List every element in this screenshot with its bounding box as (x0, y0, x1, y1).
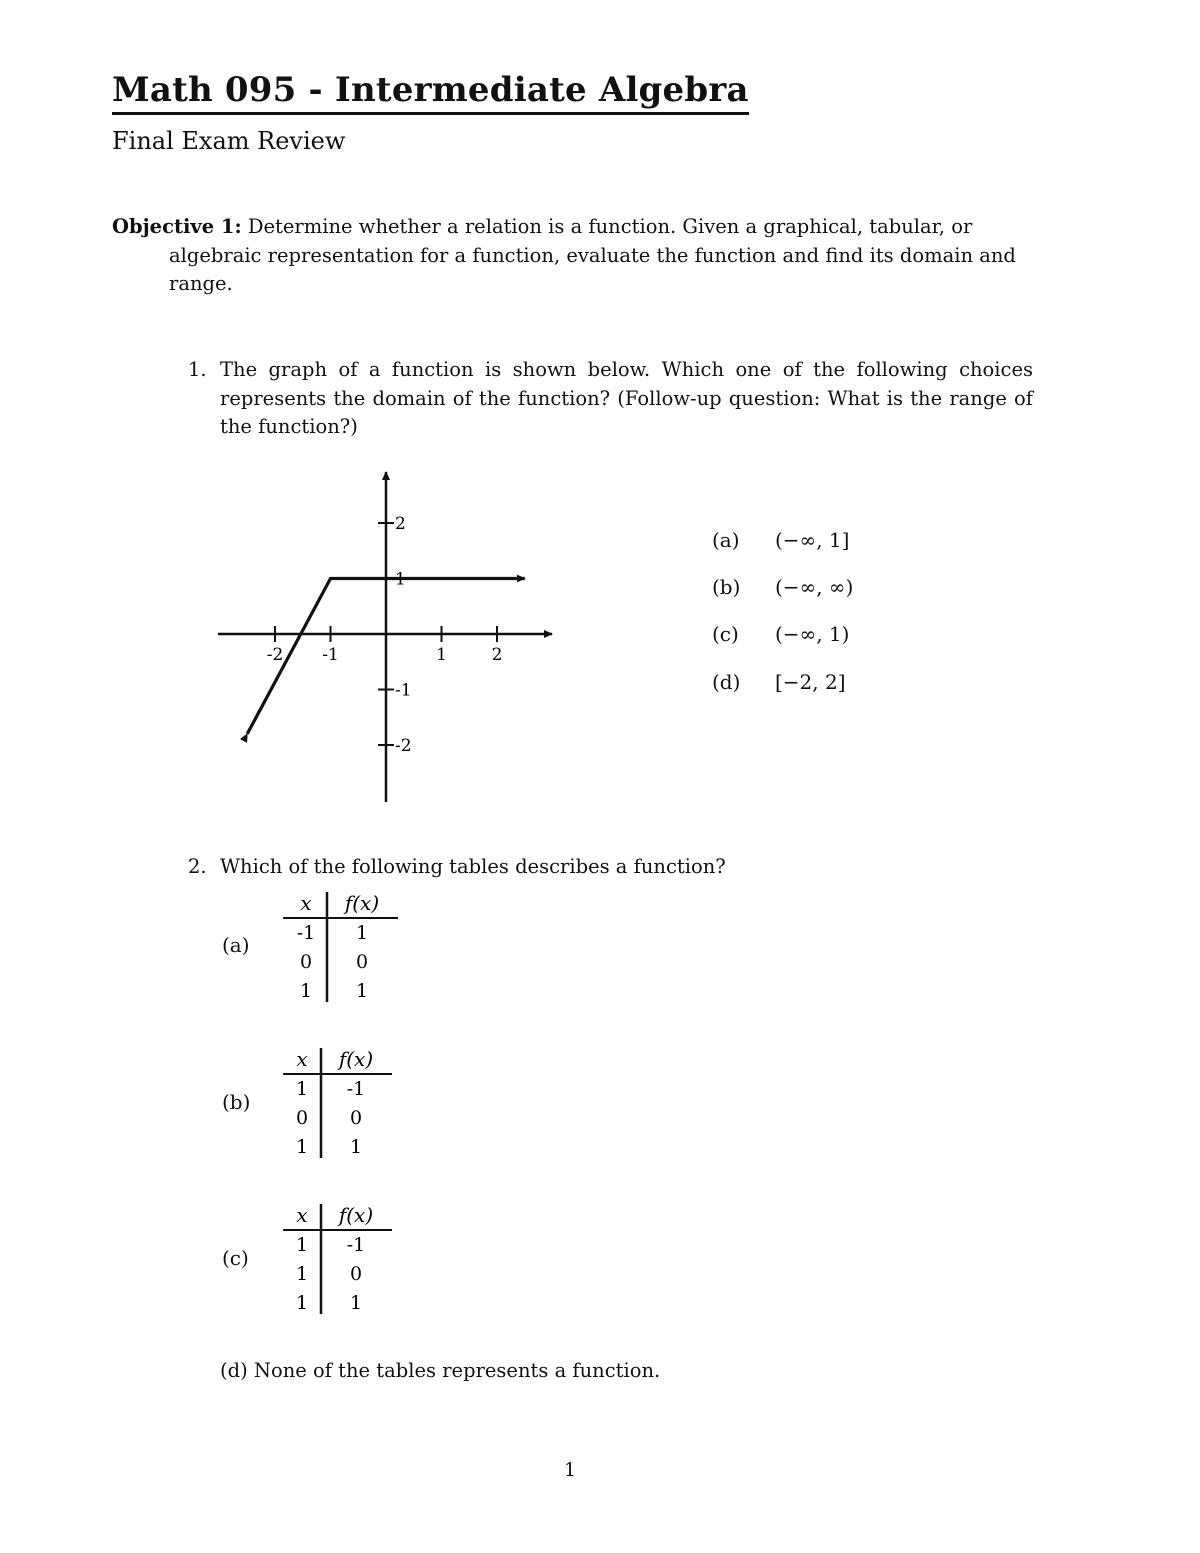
table-cell: 0 (349, 1263, 363, 1285)
option-d-text: None of the tables represents a function. (253, 1359, 661, 1382)
function-graph (200, 460, 570, 810)
x-tick-label: -1 (322, 645, 339, 665)
choice-label: (a) (712, 528, 740, 552)
choice-label: (d) (712, 670, 741, 694)
objective-text-rest: algebraic representation for a function, evaluate the function and find its domain and range. (169, 243, 1016, 295)
table-c (280, 1200, 398, 1318)
table-cell: -1 (346, 1078, 366, 1100)
y-tick-label: 2 (395, 514, 406, 534)
question-2 (188, 853, 726, 882)
question-2-text: Which of the following tables describes a function? (220, 855, 726, 878)
table-a (280, 888, 405, 1006)
x-tick-label: -2 (266, 645, 284, 665)
choice-label: (b) (712, 575, 741, 599)
table-cell: 1 (299, 980, 313, 1002)
table-cell: 1 (295, 1292, 309, 1314)
choice-c (712, 621, 849, 647)
table-a-label: (a) (222, 933, 250, 957)
question-1 (188, 356, 1033, 442)
choice-value: (−∞, ∞) (775, 575, 854, 599)
table-b (280, 1044, 398, 1162)
table-cell: 1 (295, 1263, 309, 1285)
table-cell: 0 (349, 1107, 363, 1129)
option-d-label: (d) (220, 1359, 248, 1382)
col-header-x: x (300, 891, 312, 915)
choice-value: (−∞, 1] (775, 528, 850, 552)
col-header-fx: f(x) (338, 1047, 374, 1071)
page-subtitle: Final Exam Review (112, 127, 346, 155)
choice-d (712, 669, 846, 695)
table-cell: 0 (355, 951, 369, 973)
table-cell: 1 (295, 1234, 309, 1256)
table-cell: 1 (349, 1136, 363, 1158)
y-tick-label: -2 (395, 736, 412, 756)
col-header-fx: f(x) (344, 891, 380, 915)
x-tick-label: 1 (436, 645, 447, 665)
table-cell: 1 (349, 1292, 363, 1314)
option-d (220, 1357, 660, 1386)
table-cell: -1 (296, 922, 316, 944)
col-header-x: x (296, 1203, 308, 1227)
table-cell: 0 (299, 951, 313, 973)
choice-value: [−2, 2] (775, 670, 846, 694)
objective-text-line1: Determine whether a relation is a function. Given a graphical, tabular, or (247, 215, 973, 238)
table-cell: -1 (346, 1234, 366, 1256)
table-cell: 1 (355, 980, 369, 1002)
y-tick-label: -1 (395, 680, 412, 701)
question-2-number: 2. (188, 855, 207, 878)
choice-b (712, 574, 853, 600)
table-cell: 1 (295, 1136, 309, 1158)
page-number: 1 (564, 1459, 577, 1481)
table-c-label: (c) (222, 1246, 249, 1270)
choice-a (712, 527, 849, 553)
question-1-number: 1. (188, 358, 207, 381)
choice-value: (−∞, 1) (775, 622, 850, 646)
table-cell: 1 (295, 1078, 309, 1100)
objective-block (112, 213, 1032, 299)
question-1-text: The graph of a function is shown below. Which one of the following choices represents the domain of the function? (Follow-up question: What is the range of the function?) (220, 358, 1033, 438)
table-b-label: (b) (222, 1090, 251, 1114)
col-header-fx: f(x) (338, 1203, 374, 1227)
choice-label: (c) (712, 622, 739, 646)
page-title: Math 095 - Intermediate Algebra (112, 70, 749, 115)
x-tick-label: 2 (491, 645, 503, 665)
table-cell: 1 (355, 922, 369, 944)
y-tick-label: 1 (395, 569, 406, 590)
table-cell: 0 (295, 1107, 309, 1129)
col-header-x: x (296, 1047, 308, 1071)
objective-label: Objective 1: (112, 215, 242, 238)
